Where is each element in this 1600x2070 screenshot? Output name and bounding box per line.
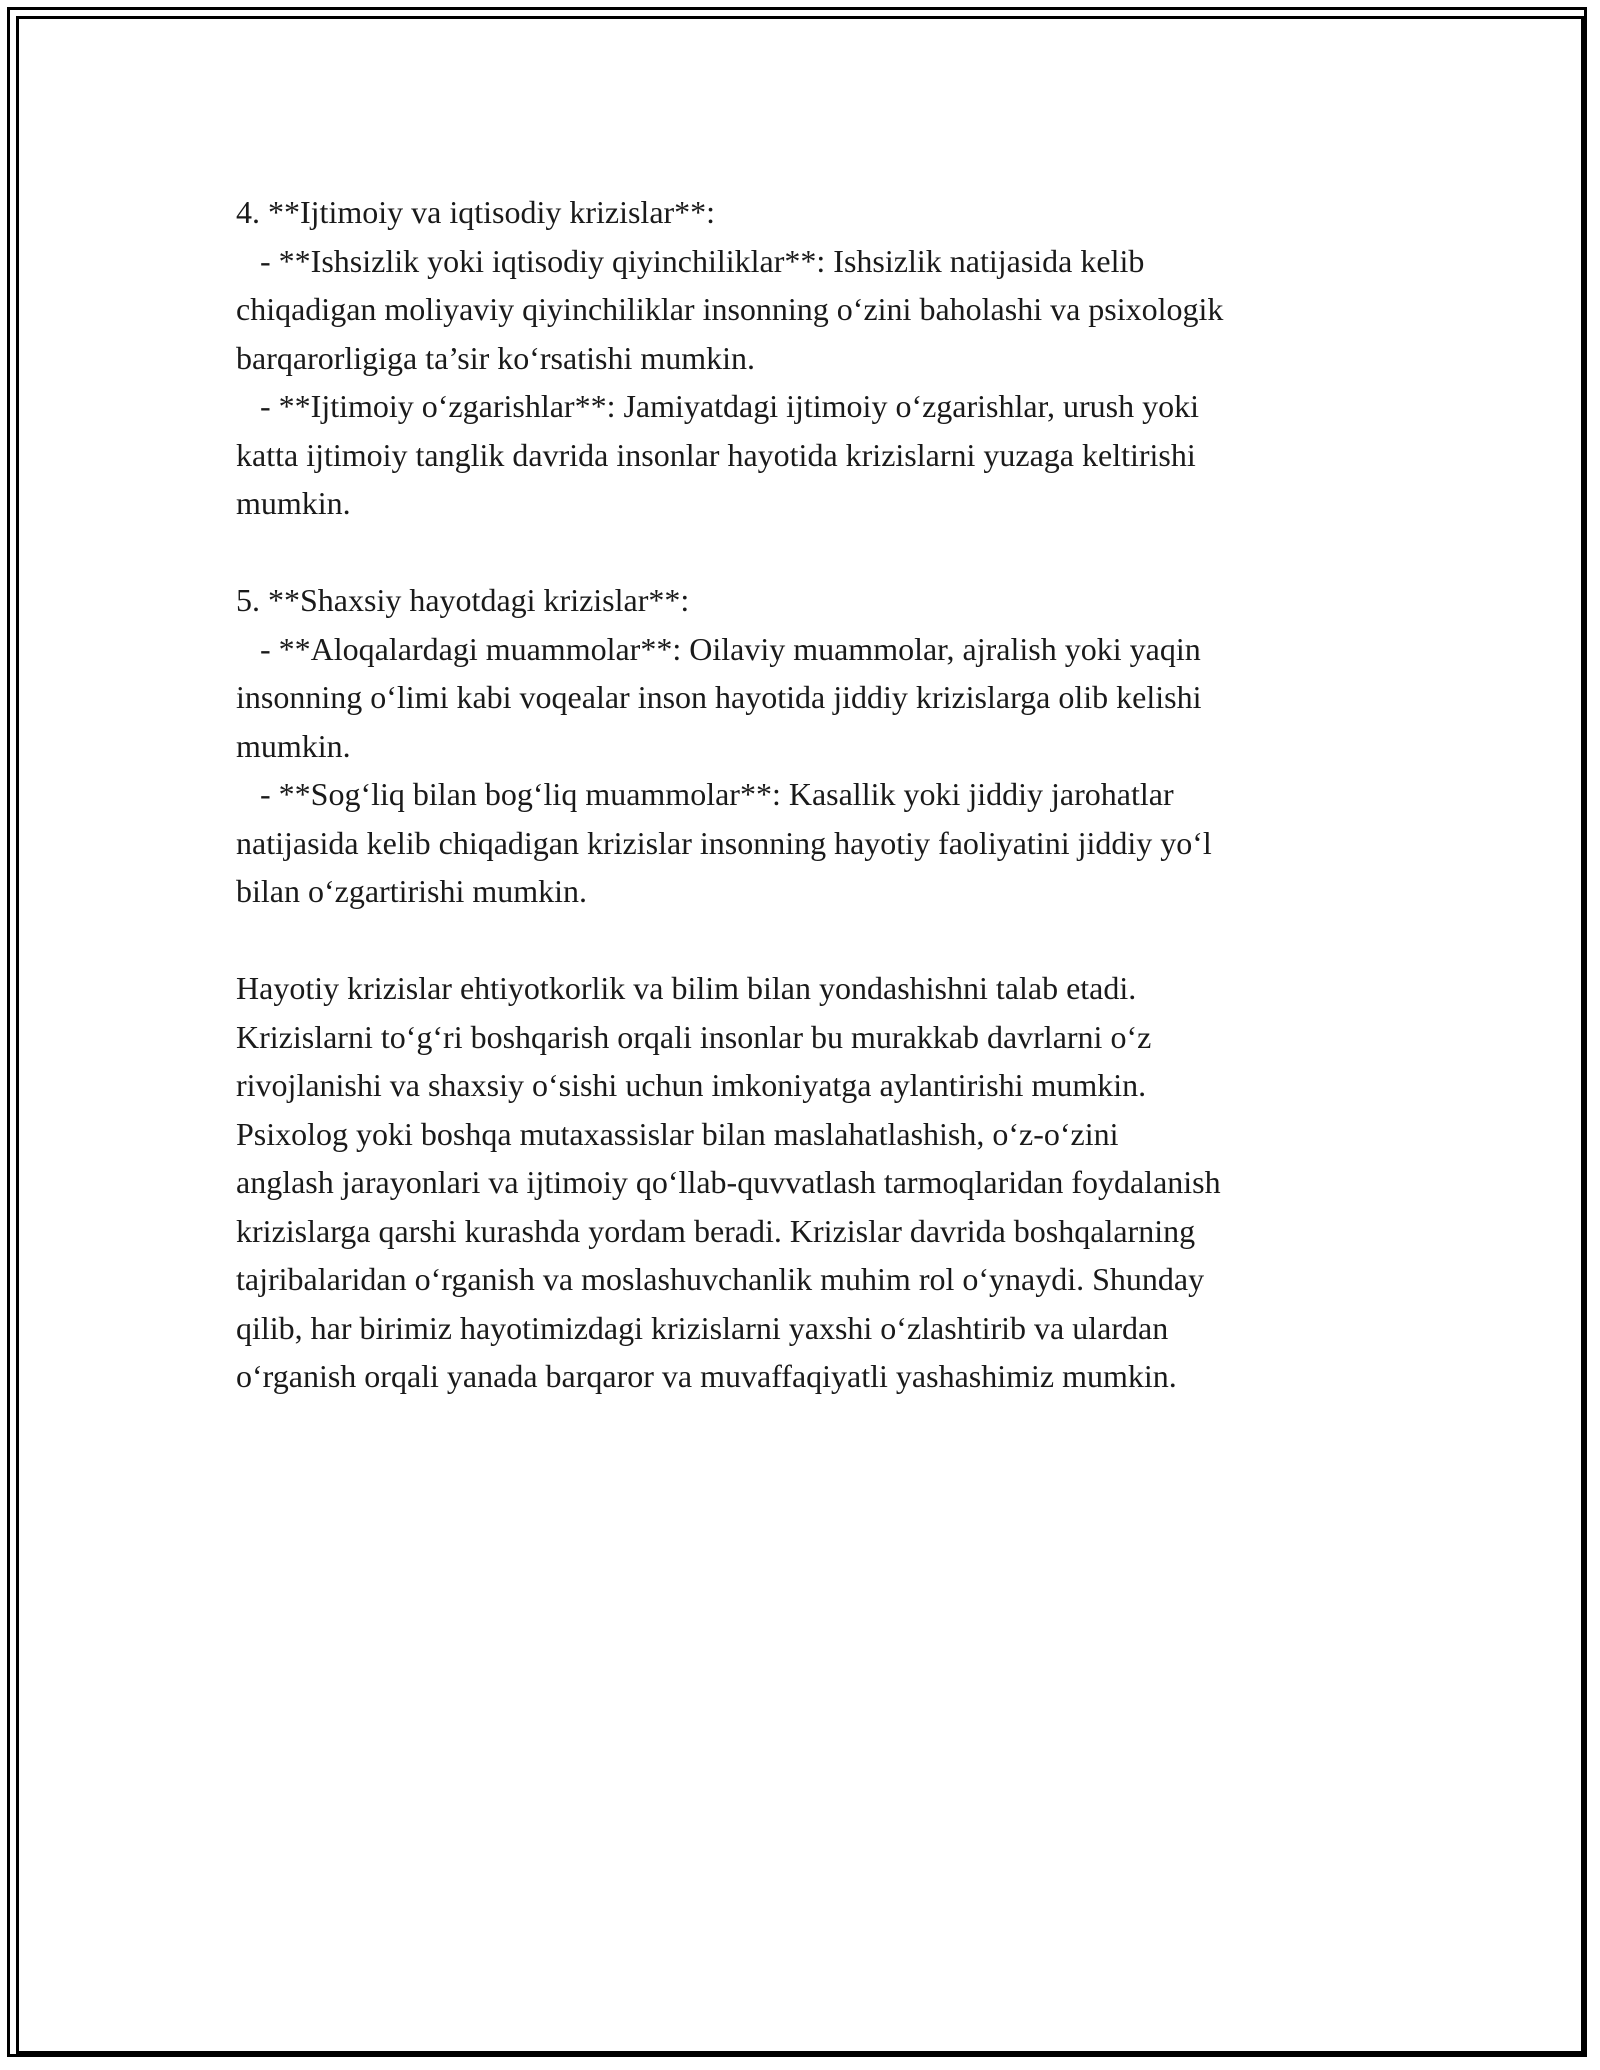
section-5-item-2-line-3: bilan o‘zgartirishi mumkin. bbox=[236, 873, 588, 909]
section-5-item-1-line-2: insonning o‘limi kabi voqealar inson hayotida jiddiy krizislarga olib kelishi bbox=[236, 679, 1202, 715]
section-4-item-1-line-3: barqarorligiga ta’sir ko‘rsatishi mumkin. bbox=[236, 339, 755, 376]
section-4-item-2-line-3: mumkin. bbox=[236, 485, 351, 521]
document-body bbox=[236, 188, 1396, 1401]
section-5-item-2-line-1: - **Sog‘liq bilan bog‘liq muammolar**: Kasallik yoki jiddiy jarohatlar bbox=[236, 776, 1174, 812]
conclusion-line-1: Hayotiy krizislar ehtiyotkorlik va bilim bilan yondashishni talab etadi. bbox=[236, 970, 1137, 1006]
conclusion-line-5: anglash jarayonlari va ijtimoiy qo‘llab-quvvatlash tarmoqlaridan foydalanish bbox=[236, 1164, 1221, 1200]
section-5-item-2-line-2: natijasida kelib chiqadigan krizislar insonning hayotiy faoliyatini jiddiy yo‘l bbox=[236, 824, 1212, 861]
section-4-item-1-line-2: chiqadigan moliyaviy qiyinchiliklar insonning o‘zini baholashi va psixologik bbox=[236, 291, 1224, 327]
section-5-item-1-line-1: - **Aloqalardagi muammolar**: Oilaviy muammolar, ajralish yoki yaqin bbox=[236, 630, 1201, 667]
section-4-item-1-line-1: - **Ishsizlik yoki iqtisodiy qiyinchiliklar**: Ishsizlik natijasida kelib bbox=[236, 242, 1145, 279]
conclusion-line-2: Krizislarni to‘g‘ri boshqarish orqali insonlar bu murakkab davrlarni o‘z bbox=[236, 1018, 1152, 1055]
conclusion-line-8: qilib, har birimiz hayotimizdagi krizislarni yaxshi o‘zlashtirib va ulardan bbox=[236, 1309, 1169, 1346]
conclusion-line-3: rivojlanishi va shaxsiy o‘sishi uchun imkoniyatga aylantirishi mumkin. bbox=[236, 1067, 1147, 1103]
conclusion-line-7: tajribalaridan o‘rganish va moslashuvchanlik muhim rol o‘ynaydi. Shunday bbox=[236, 1261, 1205, 1297]
blank-line bbox=[236, 916, 1396, 965]
section-4-item-2-line-1: - **Ijtimoiy o‘zgarishlar**: Jamiyatdagi ijtimoiy o‘zgarishlar, urush yoki bbox=[236, 388, 1199, 424]
section-5-item-1-line-3: mumkin. bbox=[236, 727, 351, 764]
section-4-item-2-line-2: katta ijtimoiy tanglik davrida insonlar hayotida krizislarni yuzaga keltirishi bbox=[236, 436, 1196, 473]
conclusion-line-4: Psixolog yoki boshqa mutaxassislar bilan maslahatlashish, o‘z-o‘zini bbox=[236, 1115, 1119, 1152]
conclusion-line-9: o‘rganish orqali yanada barqaror va muvaffaqiyatli yashashimiz mumkin. bbox=[236, 1358, 1177, 1394]
conclusion-line-6: krizislarga qarshi kurashda yordam beradi. Krizislar davrida boshqalarning bbox=[236, 1212, 1196, 1249]
blank-line bbox=[236, 528, 1396, 577]
section-5-heading: 5. **Shaxsiy hayotdagi krizislar**: bbox=[236, 582, 690, 618]
section-4-heading: 4. **Ijtimoiy va iqtisodiy krizislar**: bbox=[236, 194, 716, 230]
